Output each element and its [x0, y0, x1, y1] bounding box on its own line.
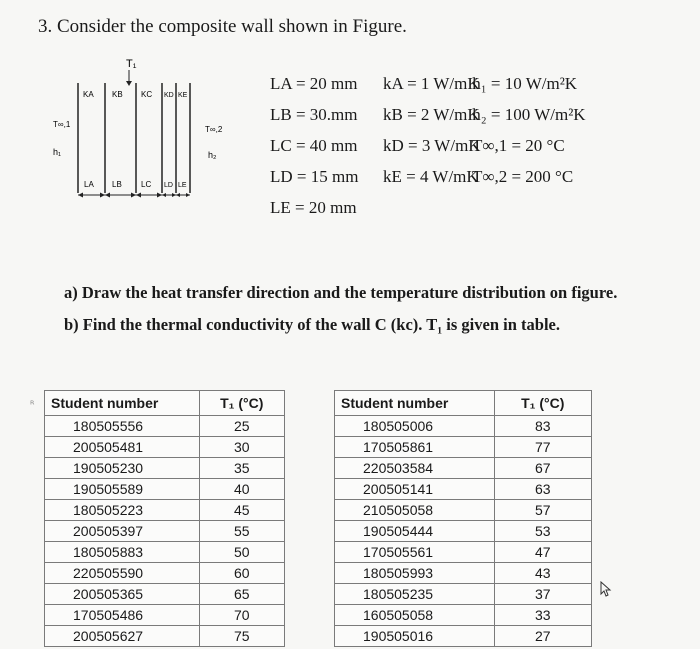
t1-value: 37	[494, 584, 591, 605]
student-number: 170505861	[335, 437, 495, 458]
ink-mark: ᴿ	[30, 400, 35, 411]
property-conductivity: kD = 3 W/mK	[383, 136, 481, 155]
t1-value: 57	[494, 500, 591, 521]
table-row	[45, 605, 285, 626]
t1-value: 83	[494, 416, 591, 437]
student-number: 190505230	[45, 458, 200, 479]
t1-value: 70	[199, 605, 284, 626]
right-fluid-h: h₂	[208, 150, 217, 160]
property-conductivity: kB = 2 W/mK	[383, 105, 480, 124]
student-table-left	[44, 390, 285, 647]
student-number: 170505561	[335, 542, 495, 563]
table-row	[45, 458, 285, 479]
thickness-label-le: LE	[178, 182, 187, 189]
table-row	[335, 563, 592, 584]
dim-arrow-6	[157, 193, 162, 198]
student-number: 200505365	[45, 584, 200, 605]
property-length: LC = 40 mm	[270, 136, 358, 155]
t1-value: 43	[494, 563, 591, 584]
problem-title: 3. Consider the composite wall shown in Figure.	[38, 16, 407, 37]
left-fluid-h: h₁	[53, 147, 62, 157]
dim-arrow-4	[131, 193, 136, 198]
student-table-right	[334, 390, 592, 647]
figure-label-t1: T₁	[126, 58, 137, 70]
t1-value: 65	[199, 584, 284, 605]
table-row	[45, 563, 285, 584]
t1-value: 63	[494, 479, 591, 500]
student-number: 220505590	[45, 563, 200, 584]
student-number: 180505223	[45, 500, 200, 521]
table-row	[45, 626, 285, 647]
t1-value: 33	[494, 605, 591, 626]
dim-arrow-2	[100, 193, 105, 198]
student-number: 180505883	[45, 542, 200, 563]
layer-label-kb: KB	[112, 90, 123, 99]
student-number: 180505556	[45, 416, 200, 437]
table-header-row	[335, 391, 592, 416]
t1-value: 25	[199, 416, 284, 437]
t1-value: 30	[199, 437, 284, 458]
composite-wall-figure	[50, 55, 265, 210]
question-b: b) Find the thermal conductivity of the wall C (kc). T₁ is given in table.	[64, 315, 560, 334]
t1-value: 45	[199, 500, 284, 521]
dim-arrow-3	[105, 193, 110, 198]
student-number: 160505058	[335, 605, 495, 626]
table-row	[335, 500, 592, 521]
student-number: 200505141	[335, 479, 495, 500]
property-length: LD = 15 mm	[270, 167, 359, 186]
property-boundary: T∞,1 = 20 °C	[471, 136, 565, 155]
property-row	[270, 99, 586, 130]
t1-value: 75	[199, 626, 284, 647]
property-row	[270, 130, 586, 161]
table-row	[335, 542, 592, 563]
t1-value: 53	[494, 521, 591, 542]
property-boundary: T∞,2 = 200 °C	[471, 167, 574, 186]
cursor-pointer-icon	[598, 581, 614, 599]
layer-label-ke: KE	[178, 92, 188, 99]
property-row	[270, 161, 586, 192]
table-row	[45, 521, 285, 542]
header-student-number: Student number	[335, 391, 495, 416]
table-row	[335, 479, 592, 500]
dim-arrow-7	[162, 193, 166, 197]
table-row	[45, 542, 285, 563]
layer-label-kd: KD	[164, 92, 174, 99]
right-fluid-temp: T∞,2	[205, 125, 223, 134]
t1-arrow-head	[126, 81, 132, 86]
student-number: 190505444	[335, 521, 495, 542]
student-number: 220503584	[335, 458, 495, 479]
property-boundary: h₂ = 100 W/m²K	[472, 105, 586, 124]
table-row	[335, 605, 592, 626]
student-number: 170505486	[45, 605, 200, 626]
property-length: LE = 20 mm	[270, 198, 357, 217]
t1-value: 40	[199, 479, 284, 500]
student-number: 210505058	[335, 500, 495, 521]
table-header-row	[45, 391, 285, 416]
table-row	[335, 521, 592, 542]
property-row	[270, 192, 586, 223]
dim-arrow-9	[176, 193, 180, 197]
t1-value: 35	[199, 458, 284, 479]
t1-value: 55	[199, 521, 284, 542]
property-row	[270, 68, 586, 99]
property-length: LA = 20 mm	[270, 74, 358, 93]
table-row	[45, 437, 285, 458]
dim-arrow-8	[172, 193, 176, 197]
thickness-label-lc: LC	[141, 180, 152, 189]
t1-value: 60	[199, 563, 284, 584]
t1-value: 47	[494, 542, 591, 563]
property-length: LB = 30.mm	[270, 105, 358, 124]
student-number: 180505006	[335, 416, 495, 437]
student-number: 200505481	[45, 437, 200, 458]
t1-value: 67	[494, 458, 591, 479]
dim-arrow-10	[186, 193, 190, 197]
header-student-number: Student number	[45, 391, 200, 416]
table-row	[45, 500, 285, 521]
thickness-label-ld: LD	[164, 182, 173, 189]
table-row	[45, 416, 285, 437]
thickness-label-lb: LB	[112, 180, 122, 189]
question-a: a) Draw the heat transfer direction and the temperature distribution on figure.	[64, 283, 618, 302]
table-row	[335, 584, 592, 605]
property-conductivity: kE = 4 W/mK	[383, 167, 479, 186]
student-number: 180505993	[335, 563, 495, 584]
property-boundary: h₁ = 10 W/m²K	[472, 74, 578, 93]
student-number: 180505235	[335, 584, 495, 605]
table-row	[335, 458, 592, 479]
table-row	[335, 626, 592, 647]
property-conductivity: kA = 1 W/mK	[383, 74, 480, 93]
table-row	[335, 416, 592, 437]
table-row	[45, 584, 285, 605]
left-fluid-temp: T∞,1	[53, 120, 71, 129]
student-number: 200505627	[45, 626, 200, 647]
header-t1: T₁ (°C)	[494, 391, 591, 416]
header-t1: T₁ (°C)	[199, 391, 284, 416]
dim-arrow-1	[78, 193, 83, 198]
thickness-label-la: LA	[84, 180, 94, 189]
table-row	[335, 437, 592, 458]
layer-label-kc: KC	[141, 90, 153, 99]
student-number: 190505589	[45, 479, 200, 500]
student-number: 200505397	[45, 521, 200, 542]
student-number: 190505016	[335, 626, 495, 647]
table-row	[45, 479, 285, 500]
t1-value: 50	[199, 542, 284, 563]
layer-label-ka: KA	[83, 90, 94, 99]
dim-arrow-5	[136, 193, 141, 198]
t1-value: 27	[494, 626, 591, 647]
properties-block	[270, 68, 586, 223]
t1-value: 77	[494, 437, 591, 458]
